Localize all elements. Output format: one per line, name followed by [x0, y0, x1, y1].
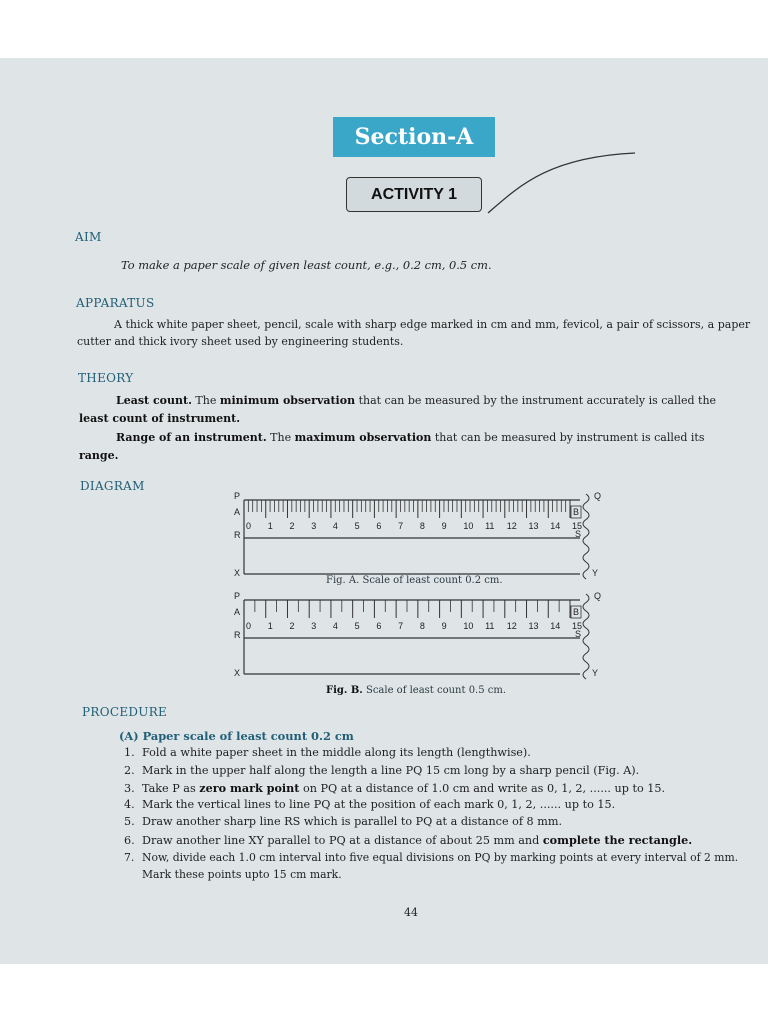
scale-number: 6	[376, 521, 382, 531]
step-number: 4.	[124, 798, 135, 811]
label-s: S	[575, 529, 582, 539]
step-number: 7.	[124, 851, 135, 864]
label-p: P	[234, 591, 241, 601]
scale-number: 8	[419, 521, 425, 531]
label-b: B	[573, 607, 580, 617]
label-r: R	[234, 530, 241, 540]
scale-number: 15	[572, 521, 583, 531]
label-a: A	[234, 607, 241, 617]
figure-b-caption	[326, 685, 506, 696]
step-text: Fold a white paper sheet in the middle along its length (lengthwise).	[142, 746, 531, 759]
figure-b-caption-label: Fig. B.	[326, 685, 363, 696]
label-y: Y	[592, 668, 599, 678]
scale-number: 1	[267, 521, 273, 531]
label-b: B	[573, 507, 580, 517]
step-bold: zero mark point	[199, 781, 300, 795]
label-x: X	[234, 568, 241, 578]
theory-text: The	[191, 394, 220, 407]
scale-number: 0	[246, 621, 252, 631]
step-text: Mark in the upper half along the length a line PQ 15 cm long by a sharp pencil (Fig. A).	[142, 764, 640, 777]
scale-number: 6	[376, 621, 382, 631]
label-q: Q	[594, 491, 602, 501]
figure-a-caption: Fig. A. Scale of least count 0.2 cm.	[326, 575, 503, 586]
scale-number: 9	[441, 621, 447, 631]
label-s: S	[575, 629, 582, 639]
diagram-heading: DIAGRAM	[80, 479, 145, 493]
label-r: R	[234, 630, 241, 640]
figure-b-caption-text: Scale of least count 0.5 cm.	[362, 685, 507, 696]
step-text: Draw another sharp line RS which is parallel to PQ at a distance of 8 mm.	[142, 815, 563, 828]
apparatus-line1: A thick white paper sheet, pencil, scale with sharp edge marked in cm and mm, fevicol, a pair of scissors, a paper	[114, 318, 751, 331]
procedure-step-7-line2: Mark these points upto 15 cm mark.	[142, 868, 342, 881]
theory-text: The	[266, 431, 295, 444]
procedure-step-5	[124, 815, 562, 828]
section-title: Section-A	[333, 117, 495, 157]
torn-edge	[583, 594, 589, 679]
apparatus-heading: APPARATUS	[76, 296, 155, 310]
procedure-step-1	[124, 746, 531, 759]
procedure-step-2	[124, 764, 639, 777]
step-number: 2.	[124, 764, 135, 777]
label-a: A	[234, 507, 241, 517]
aim-text: To make a paper scale of given least count, e.g., 0.2 cm, 0.5 cm.	[121, 258, 492, 272]
step-text: Take P as	[142, 782, 200, 795]
label-y: Y	[592, 568, 599, 578]
procedure-heading: PROCEDURE	[82, 705, 168, 719]
step-bold: complete the rectangle.	[542, 833, 693, 847]
step-number: 5.	[124, 815, 135, 828]
procedure-subheading: (A) Paper scale of least count 0.2 cm	[119, 729, 354, 743]
step-number: 1.	[124, 746, 135, 759]
aim-heading: AIM	[75, 230, 102, 244]
theory-heading: THEORY	[78, 371, 134, 385]
step-text: on PQ at a distance of 1.0 cm and write as 0, 1, 2, ...... up to 15.	[299, 782, 666, 795]
scale-number: 13	[528, 521, 539, 531]
scale-number: 12	[506, 521, 517, 531]
theory-bold: maximum observation	[294, 431, 432, 444]
label-q: Q	[594, 591, 602, 601]
scale-number: 11	[485, 521, 495, 531]
label-x: X	[234, 668, 241, 678]
scale-number: 12	[506, 621, 517, 631]
theory-bold: least count of instrument.	[79, 412, 241, 425]
procedure-step-4	[124, 798, 615, 811]
theory-text: that can be measured by instrument is called its	[431, 431, 705, 444]
step-number: 3.	[124, 782, 135, 795]
scale-number: 13	[528, 621, 539, 631]
scale-number: 5	[354, 521, 360, 531]
scale-number: 3	[311, 521, 317, 531]
figure-a	[228, 488, 608, 584]
scale-number: 2	[289, 621, 295, 631]
procedure-step-3	[124, 781, 665, 795]
scale-number: 4	[332, 621, 338, 631]
theory-text: that can be measured by the instrument accurately is called the	[355, 394, 717, 407]
scale-number: 10	[463, 621, 474, 631]
scale-number: 14	[550, 621, 561, 631]
scale-number: 14	[550, 521, 561, 531]
apparatus-line2: cutter and thick ivory sheet used by engineering students.	[77, 335, 404, 348]
scale-number: 2	[289, 521, 295, 531]
scale-number: 7	[398, 521, 404, 531]
scale-number: 0	[246, 521, 252, 531]
procedure-step-6	[124, 833, 692, 847]
decorative-curve	[480, 145, 640, 220]
torn-edge	[583, 494, 589, 579]
theory-bold: minimum observation	[219, 394, 356, 407]
scale-number: 3	[311, 621, 317, 631]
scale-number: 1	[267, 621, 273, 631]
theory-bold: range.	[79, 449, 119, 462]
scale-number: 9	[441, 521, 447, 531]
page-number: 44	[404, 906, 418, 919]
range-term: Range of an instrument.	[116, 431, 267, 444]
step-text: Now, divide each 1.0 cm interval into five equal divisions on PQ by marking points at every interval of 2 mm.	[142, 851, 739, 864]
figure-b	[228, 588, 608, 684]
step-number: 6.	[124, 834, 135, 847]
theory-least-count	[116, 392, 716, 410]
step-text: Mark the vertical lines to line PQ at the position of each mark 0, 1, 2, ...... up to 15.	[142, 798, 616, 811]
scale-number: 5	[354, 621, 360, 631]
activity-title: ACTIVITY 1	[346, 177, 482, 212]
scale-number: 4	[332, 521, 338, 531]
step-text: Draw another line XY parallel to PQ at a distance of about 25 mm and	[142, 834, 543, 847]
theory-range	[116, 429, 704, 447]
scale-number: 8	[419, 621, 425, 631]
least-count-term: Least count.	[116, 394, 192, 407]
scale-number: 10	[463, 521, 474, 531]
theory-range-line2	[79, 447, 118, 465]
label-p: P	[234, 491, 241, 501]
scale-number: 7	[398, 621, 404, 631]
procedure-step-7	[124, 851, 738, 864]
scale-number: 15	[572, 621, 583, 631]
theory-least-count-line2	[79, 410, 240, 428]
scale-number: 11	[485, 621, 495, 631]
